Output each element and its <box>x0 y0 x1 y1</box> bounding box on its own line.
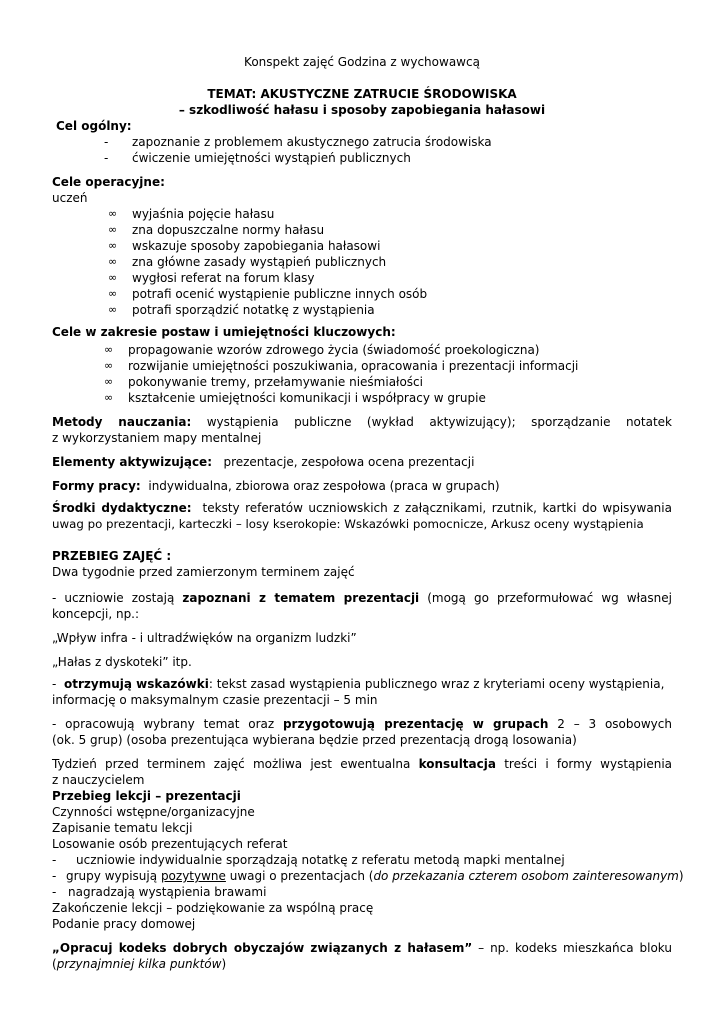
topic-line-2: – szkodliwość hałasu i sposoby zapobiegania hałasowi <box>178 103 546 117</box>
document-page: Konspekt zajęć Godzina z wychowawcą TEMAT: AKUSTYCZNE ZATRUCIE ŚRODOWISKA – szkodliwość hałasu i sposoby zapobiegania hałasowi Cel ogólny: - zapoznanie z problemem akustycznego zatrucia środowiska - ćwiczenie umiejętności wystąpień publicznych Cele operacyjne: uczeń ∞ wyjaśnia pojęcie hałasu ∞ zna dopuszczalne normy hałasu ∞ wskazuje sposoby zapobiegania hałasowi ∞ zna główne zasady wystąpień publicznych ∞ wygłosi referat na forum klasy ∞ potrafi ocenić wystąpienie publiczne innych osób ∞ potrafi sporządzić notatkę z wystąpienia Cele w zakresie postaw i umiejętności kluczowych: ∞ propagowanie wzorów zdrowego życia (świadomość proekologiczna) ∞ rozwijanie umiejętności poszukiwania, opracowania i prezentacji informacji ∞ pokonywanie tremy, przełamywanie nieśmiałości ∞ kształcenie umiejętności komunikacji i współpracy w grupie Metody nauczania: wystąpienia publiczne (wykład aktywizujący); sporządzanie notatek z wykorzystaniem mapy mentalnej Elementy aktywizujące: prezentacje, zespołowa ocena prezentacji Formy pracy: indywidualna, zbiorowa oraz zespołowa (praca w grupach) Środki dydaktyczne: teksty referatów uczniowskich z załącznikami, rzutnik, kartki do wpisywania uwag po prezentacji, karteczki – losy kserokopie: Wskazówki pomocnicze, Arkusz oceny wystąpienia PRZEBIEG ZAJĘĆ : Dwa tygodnie przed zamierzonym terminem zajęć - uczniowie zostają zapoznani z tematem prezentacji (mogą go przeformułować wg własnej koncepcji, np.: „Wpływ infra - i ultradźwięków na organizm ludzki” „Hałas z dyskoteki” itp. - otrzymują wskazówki: tekst zasad wystąpienia publicznego wraz z kryteriami oceny wystąpienia, informację o maksymalnym czasie prezentacji – 5 min - opracowują wybrany temat oraz przygotowują prezentację w grupach 2 – 3 osobowych (ok. 5 grup) (osoba prezentująca wybierana będzie przed prezentacją drogą losowania) Tydzień przed terminem zajęć możliwa jest ewentualna konsultacja treści i formy wystąpienia z nauczycielem Przebieg lekcji – prezentacji Czynności wstępne/organizacyjne Zapisanie tematu lekcji Losowanie osób prezentujących referat - uczniowie indywidualnie sporządzają notatkę z referatu metodą mapki mentalnej - grupy wypisują pozytywne uwagi o prezentacjach (do przekazania czterem osobom zainteresowanym) - nagradzają wystąpienia brawami Zakończenie lekcji – podziękowanie za wspólną pracę Podanie pracy domowej „Opracuj kodeks dobrych obyczajów związanych z hałasem” – np. kodeks mieszkańca bloku (przynajmniej kilka punktów) <box>0 0 724 1024</box>
lesson-label: Przebieg lekcji – prezentacji <box>52 789 241 803</box>
goal-general-label: Cel ogólny: <box>56 119 132 133</box>
goals-operational-subject: uczeń <box>52 191 88 205</box>
didactic-label: Środki dydaktyczne: <box>52 501 192 515</box>
dash-marker: - <box>52 869 57 883</box>
course-paragraph-1-cont: koncepcji, np.: <box>52 607 140 621</box>
infinity-bullet-icon: ∞ <box>104 359 114 372</box>
infinity-bullet-icon: ∞ <box>108 223 118 236</box>
work-forms-label: Formy pracy: <box>52 479 141 493</box>
example-topic-2: „Hałas z dyskoteki” itp. <box>52 655 192 669</box>
course-paragraph-4: Tydzień przed terminem zajęć możliwa jest ewentualna konsultacja treści i formy wystąpienia <box>52 757 673 771</box>
dash-marker: - <box>104 151 109 165</box>
goals-operational-label: Cele operacyjne: <box>52 175 165 189</box>
goals-attitudes-label: Cele w zakresie postaw i umiejętności kluczowych: <box>52 325 396 339</box>
example-topic-1: „Wpływ infra - i ultradźwięków na organizm ludzki” <box>52 631 357 645</box>
course-paragraph-1: - uczniowie zostają zapoznani z tematem prezentacji (mogą go przeformułować wg własnej <box>52 591 672 605</box>
lesson-homework: Podanie pracy domowej <box>52 917 196 931</box>
topic-line-1: TEMAT: AKUSTYCZNE ZATRUCIE ŚRODOWISKA <box>207 87 517 101</box>
lesson-step: Losowanie osób prezentujących referat <box>52 837 288 851</box>
infinity-bullet-icon: ∞ <box>104 391 114 404</box>
infinity-bullet-icon: ∞ <box>108 239 118 252</box>
didactic-line-2: uwag po prezentacji, karteczki – losy kserokopie: Wskazówki pomocnicze, Arkusz oceny wystąpienia <box>52 517 644 531</box>
infinity-bullet-icon: ∞ <box>108 255 118 268</box>
homework-task-line-2: (przynajmniej kilka punktów) <box>52 957 227 971</box>
infinity-bullet-icon: ∞ <box>108 207 118 220</box>
lesson-step: Czynności wstępne/organizacyjne <box>52 805 255 819</box>
dash-marker: - <box>52 885 57 899</box>
infinity-bullet-icon: ∞ <box>108 271 118 284</box>
course-paragraph-4-cont: z nauczycielem <box>52 773 145 787</box>
methods-line-1: Metody nauczania: wystąpienia publiczne (wykład aktywizujący); sporządzanie notatek <box>52 415 672 429</box>
infinity-bullet-icon: ∞ <box>108 287 118 300</box>
methods-line-2: z wykorzystaniem mapy mentalnej <box>52 431 262 445</box>
activating-label: Elementy aktywizujące: <box>52 455 212 469</box>
lesson-closing: Zakończenie lekcji – podziękowanie za wspólną pracę <box>52 901 374 915</box>
homework-task-line-1: „Opracuj kodeks dobrych obyczajów związanych z hałasem” – np. kodeks mieszkańca bloku <box>52 941 672 955</box>
didactic-line-1: Środki dydaktyczne: teksty referatów uczniowskich z załącznikami, rzutnik, kartki do wpisywania <box>52 501 672 515</box>
course-label: PRZEBIEG ZAJĘĆ : <box>52 549 172 563</box>
infinity-bullet-icon: ∞ <box>104 375 114 388</box>
course-paragraph-2: - otrzymują wskazówki: tekst zasad wystąpienia publicznego wraz z kryteriami oceny wystąpienia, <box>52 677 665 691</box>
dash-marker: - <box>52 853 57 867</box>
methods-label: Metody nauczania: <box>52 415 192 429</box>
activating-elements: Elementy aktywizujące: prezentacje, zespołowa ocena prezentacji <box>52 455 475 469</box>
document-header: Konspekt zajęć Godzina z wychowawcą <box>244 55 480 69</box>
course-intro: Dwa tygodnie przed zamierzonym terminem zajęć <box>52 565 355 579</box>
infinity-bullet-icon: ∞ <box>104 343 114 356</box>
course-paragraph-2-cont: informację o maksymalnym czasie prezentacji – 5 min <box>52 693 378 707</box>
dash-marker: - <box>104 135 109 149</box>
work-forms: Formy pracy: indywidualna, zbiorowa oraz zespołowa (praca w grupach) <box>52 479 500 493</box>
infinity-bullet-icon: ∞ <box>108 303 118 316</box>
course-paragraph-3: - opracowują wybrany temat oraz przygotowują prezentację w grupach 2 – 3 osobowych <box>52 717 672 731</box>
lesson-step: Zapisanie tematu lekcji <box>52 821 193 835</box>
course-paragraph-3-cont: (ok. 5 grup) (osoba prezentująca wybierana będzie przed prezentacją drogą losowania) <box>52 733 577 747</box>
